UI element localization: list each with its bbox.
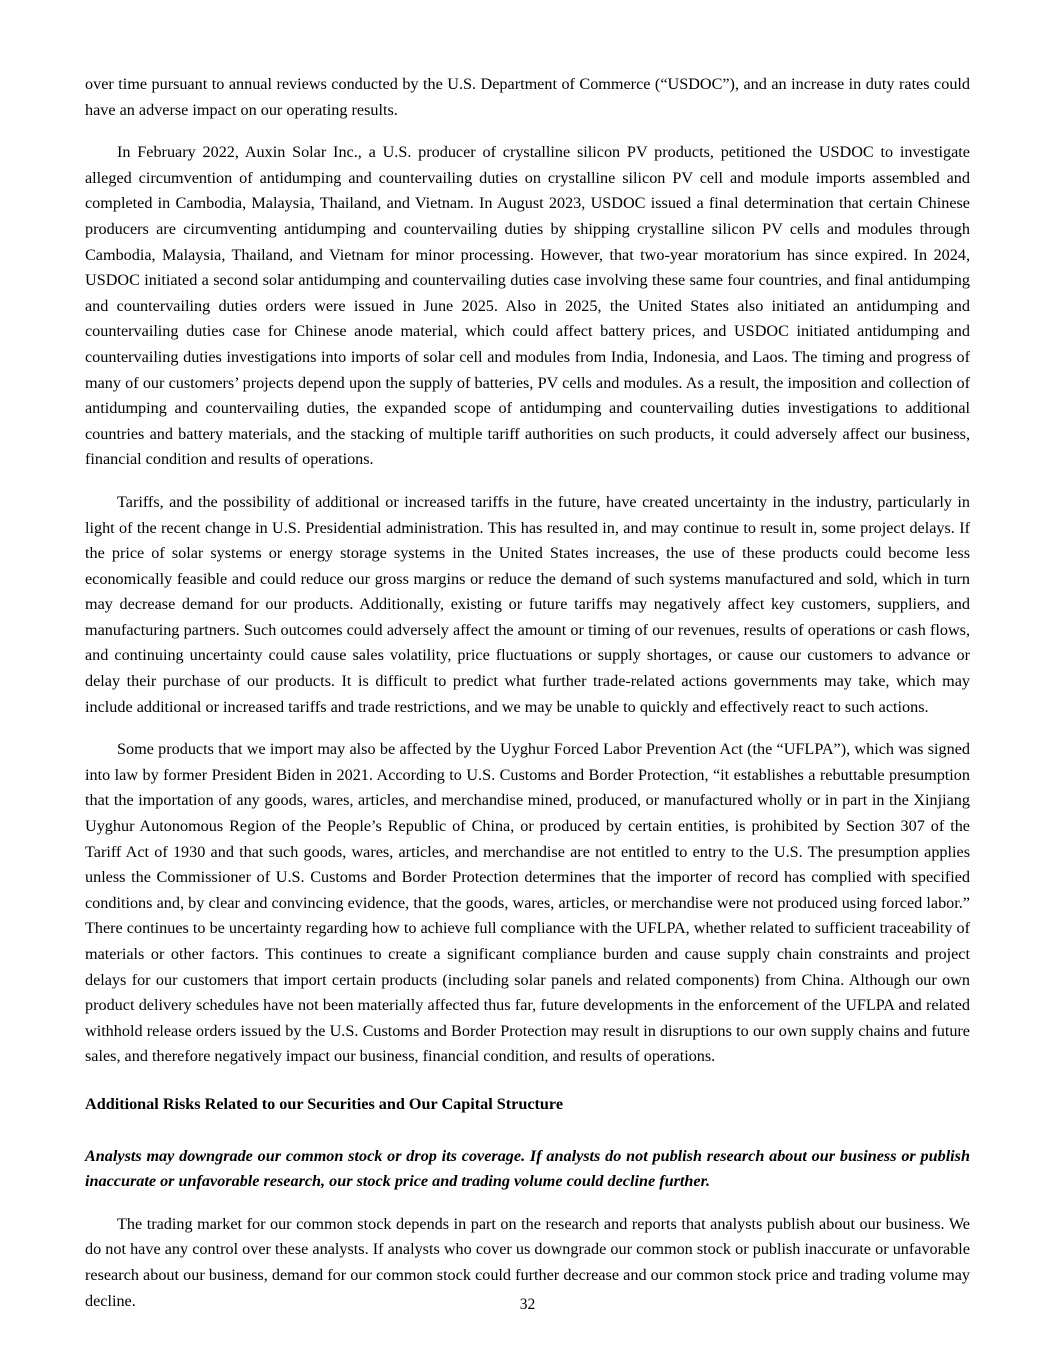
section-heading: Additional Risks Related to our Securities and Our Capital Structure: [85, 1094, 564, 1113]
paragraph-analyst-coverage: The trading market for our common stock depends in part on the research and reports that analysts publish about our business. We do not have any control over these analysts. If analysts who cover us downgrade our common stock or publish inaccurate or unfavorable research about our business, demand for our common stock could further decrease and our common stock price and trading volume may decline.: [85, 1214, 970, 1310]
risk-factor-heading: Analysts may downgrade our common stock or drop its coverage. If analysts do not publish research about our business or publish inaccurate or unfavorable research, our stock price and trading volume could decline further.: [85, 1146, 970, 1191]
page-content: [85, 72, 970, 1331]
paragraph-tariffs-uncertainty: Tariffs, and the possibility of additional or increased tariffs in the future, have created uncertainty in the industry, particularly in light of the recent change in U.S. Presidential administration. This has resulted in, and may continue to result in, some project delays. If the price of solar systems or energy storage systems in the United States increases, the use of these products could become less economically feasible and could reduce our gross margins or reduce the demand of such systems manufactured and sold, which in turn may decrease demand for our products. Additionally, existing or future tariffs may negatively affect key customers, suppliers, and manufacturing partners. Such outcomes could adversely affect the amount or timing of our revenues, results of operations or cash flows, and continuing uncertainty could cause sales volatility, price fluctuations or supply shortages, or cause our customers to advance or delay their purchase of our products. It is difficult to predict what further trade-related actions governments may take, which may include additional or increased tariffs and trade restrictions, and we may be unable to quickly and effectively react to such actions.: [85, 492, 970, 716]
paragraph-uflpa: Some products that we import may also be affected by the Uyghur Forced Labor Prevention Act (the “UFLPA”), which was signed into law by former President Biden in 2021. According to U.S. Customs and Border Protection, “it establishes a rebuttable presumption that the importation of any goods, wares, articles, and merchandise mined, produced, or manufactured wholly or in part in the Xinjiang Uyghur Autonomous Region of the People’s Republic of China, or produced by certain entities, is prohibited by Section 307 of the Tariff Act of 1930 and that such goods, wares, articles, and merchandise are not entitled to entry to the U.S. The presumption applies unless the Commissioner of U.S. Customs and Border Protection determines that the importer of record has complied with specified conditions and, by clear and convincing evidence, that the goods, wares, articles, or merchandise were not produced using forced labor.” There continues to be uncertainty regarding how to achieve full compliance with the UFLPA, whether related to sufficient traceability of materials or other factors. This continues to create a significant compliance burden and cause supply chain constraints and project delays for our customers that import certain products (including solar panels and related components) from China. Although our own product delivery schedules have not been materially affected thus far, future developments in the enforcement of the UFLPA and related withhold release orders issued by the U.S. Customs and Border Protection may result in disruptions to our own supply chains and future sales, and therefore negatively impact our business, financial condition, and results of operations.: [85, 740, 970, 1066]
page-number: 32: [519, 1296, 536, 1313]
paragraph-auxin-solar-petition: In February 2022, Auxin Solar Inc., a U.S. producer of crystalline silicon PV products, petitioned the USDOC to investigate alleged circumvention of antidumping and countervailing duties on crystalline silicon PV cell and module imports assembled and completed in Cambodia, Malaysia, Thailand, and Vietnam. In August 2023, USDOC issued a final determination that certain Chinese producers are circumventing antidumping and countervailing duties by shipping crystalline silicon PV cells and modules through Cambodia, Malaysia, Thailand, and Vietnam for minor processing. However, that two-year moratorium has since expired. In 2024, USDOC initiated a second solar antidumping and countervailing duties case involving these same four countries, and final antidumping and countervailing duties orders were issued in June 2025. Also in 2025, the United States also initiated an antidumping and countervailing duties case for Chinese anode material, which could affect battery prices, and USDOC initiated antidumping and countervailing duties investigations into imports of solar cell and modules from India, Indonesia, and Laos. The timing and progress of many of our customers’ projects depend upon the supply of batteries, PV cells and modules. As a result, the imposition and collection of antidumping and countervailing duties, the expanded scope of antidumping and countervailing duties investigations to additional countries and battery materials, and the stacking of multiple tariff authorities on such products, it could adversely affect our business, financial condition and results of operations.: [85, 143, 970, 469]
paragraph-continuation: over time pursuant to annual reviews conducted by the U.S. Department of Commerce (“USDOC”), and an increase in duty rates could have an adverse impact on our operating results.: [85, 75, 970, 119]
